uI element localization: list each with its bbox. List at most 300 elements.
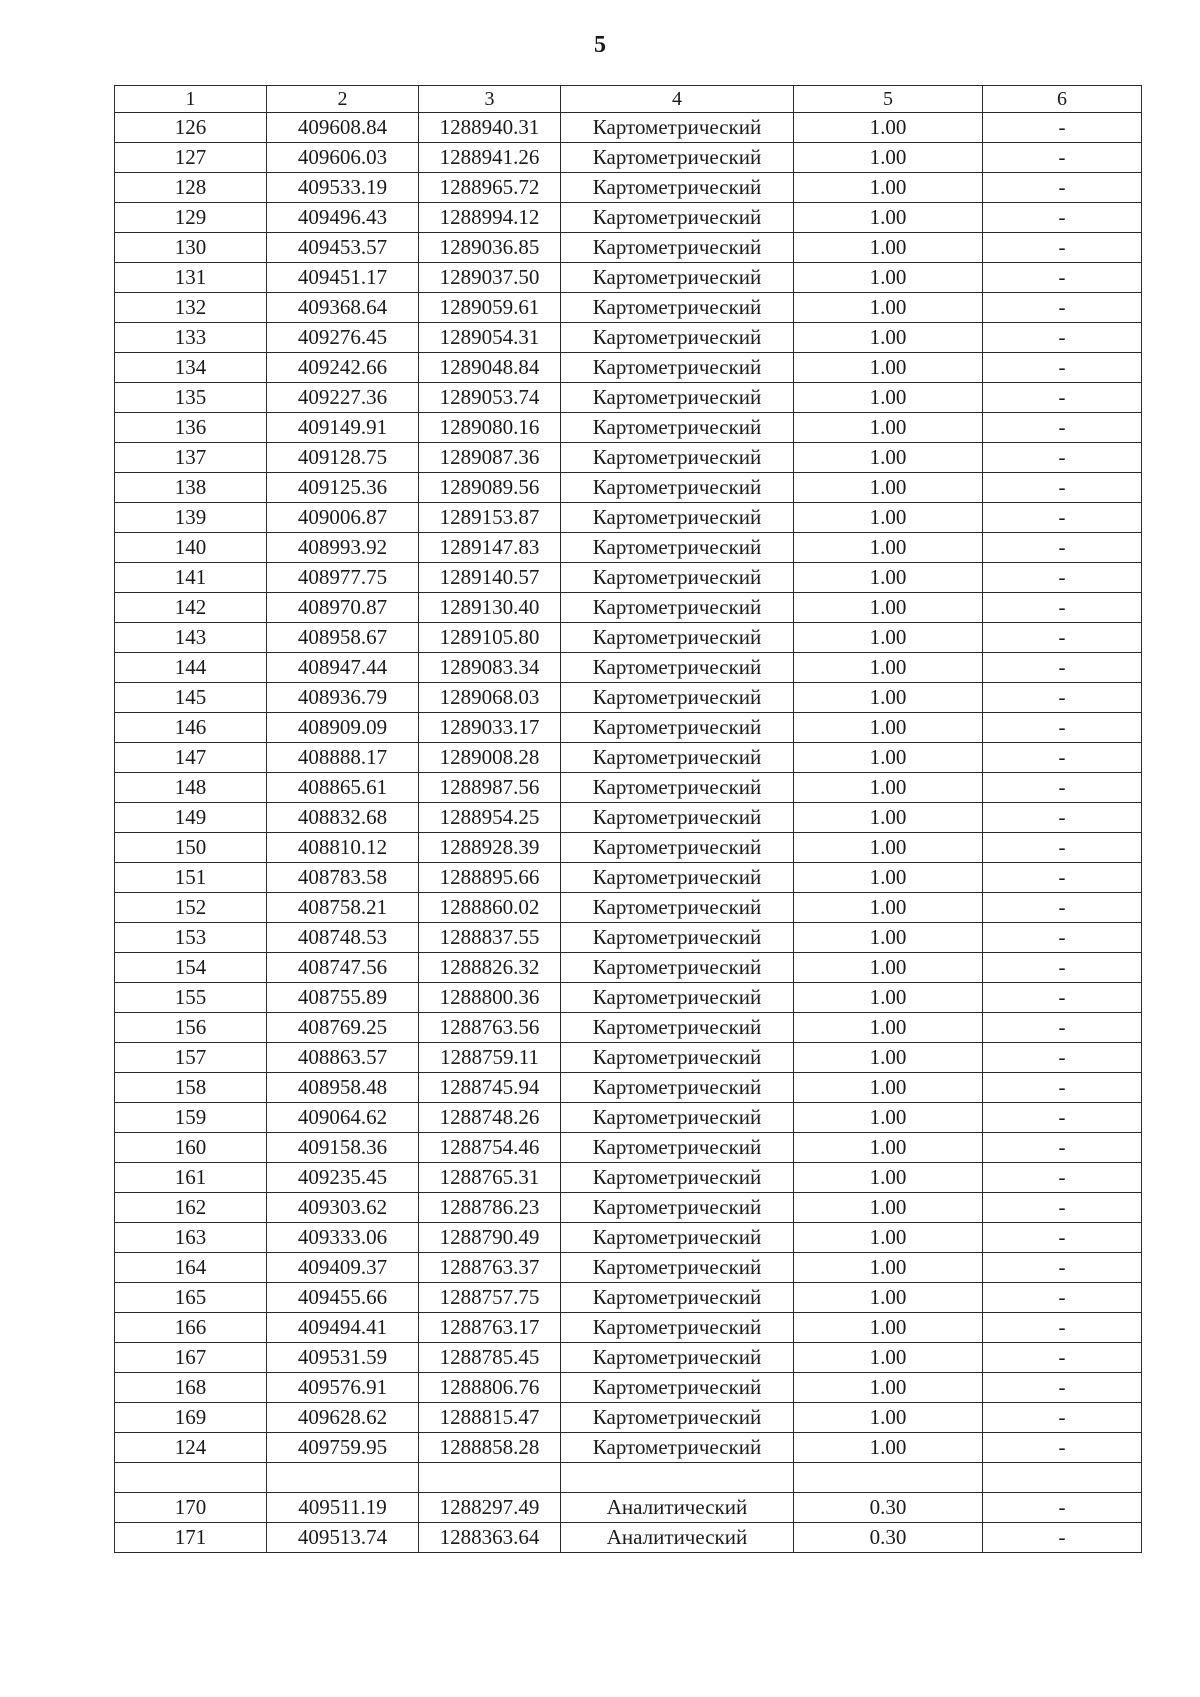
description-cell: - [983,563,1142,593]
x-coordinate-cell: 409513.74 [267,1523,419,1553]
point-number-cell: 165 [115,1283,267,1313]
accuracy-cell: 1.00 [794,863,983,893]
x-coordinate-cell: 409368.64 [267,293,419,323]
method-cell [561,1463,794,1493]
accuracy-cell: 1.00 [794,353,983,383]
table-row [115,1313,1142,1343]
table-row [115,563,1142,593]
x-coordinate-cell: 409455.66 [267,1283,419,1313]
accuracy-cell: 1.00 [794,1433,983,1463]
x-coordinate-cell: 409451.17 [267,263,419,293]
y-coordinate-cell: 1288837.55 [419,923,561,953]
accuracy-cell: 1.00 [794,803,983,833]
accuracy-cell: 1.00 [794,623,983,653]
y-coordinate-cell: 1289036.85 [419,233,561,263]
method-cell: Картометрический [561,623,794,653]
column-header: 5 [794,86,983,113]
table-row [115,1403,1142,1433]
table-row [115,293,1142,323]
y-coordinate-cell: 1288895.66 [419,863,561,893]
method-cell: Картометрический [561,203,794,233]
point-number-cell: 143 [115,623,267,653]
method-cell: Картометрический [561,773,794,803]
point-number-cell [115,1463,267,1493]
method-cell: Картометрический [561,1013,794,1043]
point-number-cell: 154 [115,953,267,983]
point-number-cell: 164 [115,1253,267,1283]
y-coordinate-cell: 1289033.17 [419,713,561,743]
point-number-cell: 132 [115,293,267,323]
table-row [115,1133,1142,1163]
x-coordinate-cell: 409496.43 [267,203,419,233]
y-coordinate-cell: 1288763.37 [419,1253,561,1283]
x-coordinate-cell: 408865.61 [267,773,419,803]
point-number-cell: 151 [115,863,267,893]
x-coordinate-cell: 409409.37 [267,1253,419,1283]
table-row [115,1043,1142,1073]
table-row [115,1463,1142,1493]
x-coordinate-cell: 409303.62 [267,1193,419,1223]
x-coordinate-cell: 409125.36 [267,473,419,503]
description-cell: - [983,1523,1142,1553]
point-number-cell: 145 [115,683,267,713]
x-coordinate-cell: 409333.06 [267,1223,419,1253]
description-cell: - [983,1163,1142,1193]
description-cell: - [983,1403,1142,1433]
point-number-cell: 168 [115,1373,267,1403]
y-coordinate-cell: 1288363.64 [419,1523,561,1553]
accuracy-cell: 1.00 [794,413,983,443]
point-number-cell: 170 [115,1493,267,1523]
point-number-cell: 150 [115,833,267,863]
description-cell: - [983,1253,1142,1283]
point-number-cell: 158 [115,1073,267,1103]
method-cell: Картометрический [561,1163,794,1193]
method-cell: Картометрический [561,563,794,593]
table-row [115,1343,1142,1373]
accuracy-cell: 1.00 [794,1403,983,1433]
method-cell: Картометрический [561,113,794,143]
description-cell: - [983,1493,1142,1523]
method-cell: Картометрический [561,1373,794,1403]
column-header: 6 [983,86,1142,113]
description-cell: - [983,1283,1142,1313]
table-row [115,623,1142,653]
point-number-cell: 138 [115,473,267,503]
x-coordinate-cell: 409511.19 [267,1493,419,1523]
x-coordinate-cell: 409064.62 [267,1103,419,1133]
method-cell: Картометрический [561,863,794,893]
description-cell: - [983,383,1142,413]
y-coordinate-cell: 1288815.47 [419,1403,561,1433]
table-row [115,773,1142,803]
point-number-cell: 136 [115,413,267,443]
description-cell: - [983,923,1142,953]
accuracy-cell: 1.00 [794,1073,983,1103]
accuracy-cell: 1.00 [794,683,983,713]
method-cell: Картометрический [561,443,794,473]
point-number-cell: 161 [115,1163,267,1193]
point-number-cell: 140 [115,533,267,563]
description-cell: - [983,173,1142,203]
point-number-cell: 135 [115,383,267,413]
description-cell: - [983,353,1142,383]
x-coordinate-cell: 409453.57 [267,233,419,263]
accuracy-cell: 1.00 [794,983,983,1013]
x-coordinate-cell: 409608.84 [267,113,419,143]
point-number-cell: 128 [115,173,267,203]
description-cell [983,1463,1142,1493]
y-coordinate-cell: 1288765.31 [419,1163,561,1193]
table-row [115,443,1142,473]
point-number-cell: 147 [115,743,267,773]
table-row [115,983,1142,1013]
point-number-cell: 130 [115,233,267,263]
description-cell: - [983,323,1142,353]
y-coordinate-cell: 1289087.36 [419,443,561,473]
y-coordinate-cell: 1288757.75 [419,1283,561,1313]
table-row [115,893,1142,923]
table-row [115,413,1142,443]
table-row [115,143,1142,173]
column-header: 3 [419,86,561,113]
point-number-cell: 146 [115,713,267,743]
y-coordinate-cell: 1289068.03 [419,683,561,713]
table-row [115,683,1142,713]
x-coordinate-cell: 408810.12 [267,833,419,863]
accuracy-cell: 1.00 [794,1013,983,1043]
method-cell: Картометрический [561,473,794,503]
table-row [115,1193,1142,1223]
method-cell: Картометрический [561,503,794,533]
accuracy-cell: 1.00 [794,1253,983,1283]
y-coordinate-cell: 1289083.34 [419,653,561,683]
point-number-cell: 167 [115,1343,267,1373]
table-row [115,203,1142,233]
accuracy-cell: 1.00 [794,533,983,563]
accuracy-cell: 1.00 [794,893,983,923]
method-cell: Картометрический [561,173,794,203]
x-coordinate-cell: 408909.09 [267,713,419,743]
method-cell: Картометрический [561,1403,794,1433]
description-cell: - [983,1043,1142,1073]
method-cell: Картометрический [561,743,794,773]
column-header: 1 [115,86,267,113]
method-cell: Картометрический [561,293,794,323]
column-header: 4 [561,86,794,113]
accuracy-cell: 1.00 [794,833,983,863]
x-coordinate-cell: 409533.19 [267,173,419,203]
y-coordinate-cell: 1289089.56 [419,473,561,503]
method-cell: Картометрический [561,353,794,383]
x-coordinate-cell: 408747.56 [267,953,419,983]
x-coordinate-cell: 408769.25 [267,1013,419,1043]
y-coordinate-cell: 1288941.26 [419,143,561,173]
y-coordinate-cell: 1288987.56 [419,773,561,803]
y-coordinate-cell: 1288763.17 [419,1313,561,1343]
accuracy-cell: 1.00 [794,713,983,743]
x-coordinate-cell: 409576.91 [267,1373,419,1403]
accuracy-cell: 1.00 [794,443,983,473]
description-cell: - [983,863,1142,893]
y-coordinate-cell: 1289008.28 [419,743,561,773]
x-coordinate-cell: 409759.95 [267,1433,419,1463]
table-row [115,233,1142,263]
y-coordinate-cell: 1288994.12 [419,203,561,233]
x-coordinate-cell: 408947.44 [267,653,419,683]
x-coordinate-cell: 408993.92 [267,533,419,563]
description-cell: - [983,593,1142,623]
description-cell: - [983,1223,1142,1253]
method-cell: Картометрический [561,953,794,983]
point-number-cell: 139 [115,503,267,533]
point-number-cell: 157 [115,1043,267,1073]
x-coordinate-cell: 408832.68 [267,803,419,833]
y-coordinate-cell: 1288759.11 [419,1043,561,1073]
point-number-cell: 127 [115,143,267,173]
description-cell: - [983,233,1142,263]
page-number: 5 [594,32,606,58]
accuracy-cell: 1.00 [794,1223,983,1253]
accuracy-cell: 1.00 [794,473,983,503]
method-cell: Картометрический [561,833,794,863]
x-coordinate-cell: 409235.45 [267,1163,419,1193]
table-row [115,173,1142,203]
accuracy-cell: 1.00 [794,323,983,353]
table-row [115,1493,1142,1523]
method-cell: Картометрический [561,713,794,743]
description-cell: - [983,203,1142,233]
method-cell: Картометрический [561,1073,794,1103]
y-coordinate-cell: 1288928.39 [419,833,561,863]
accuracy-cell: 1.00 [794,203,983,233]
description-cell: - [983,773,1142,803]
description-cell: - [983,113,1142,143]
table-row [115,1253,1142,1283]
table-row [115,593,1142,623]
table-row [115,653,1142,683]
x-coordinate-cell: 408958.48 [267,1073,419,1103]
table-row [115,1103,1142,1133]
y-coordinate-cell: 1288297.49 [419,1493,561,1523]
y-coordinate-cell: 1288965.72 [419,173,561,203]
description-cell: - [983,503,1142,533]
table-row [115,1013,1142,1043]
y-coordinate-cell: 1288748.26 [419,1103,561,1133]
method-cell: Картометрический [561,1313,794,1343]
accuracy-cell: 1.00 [794,1283,983,1313]
table-row [115,113,1142,143]
accuracy-cell: 1.00 [794,1343,983,1373]
y-coordinate-cell: 1288763.56 [419,1013,561,1043]
method-cell: Аналитический [561,1493,794,1523]
description-cell: - [983,1133,1142,1163]
x-coordinate-cell: 409242.66 [267,353,419,383]
y-coordinate-cell: 1288754.46 [419,1133,561,1163]
table-row [115,323,1142,353]
accuracy-cell: 1.00 [794,113,983,143]
table-row [115,503,1142,533]
table-row [115,1523,1142,1553]
accuracy-cell: 1.00 [794,503,983,533]
point-number-cell: 160 [115,1133,267,1163]
description-cell: - [983,413,1142,443]
method-cell: Картометрический [561,593,794,623]
description-cell: - [983,1373,1142,1403]
y-coordinate-cell: 1288860.02 [419,893,561,923]
y-coordinate-cell: 1289140.57 [419,563,561,593]
x-coordinate-cell: 409006.87 [267,503,419,533]
table-row [115,803,1142,833]
accuracy-cell: 0.30 [794,1493,983,1523]
table-row [115,863,1142,893]
description-cell: - [983,1013,1142,1043]
x-coordinate-cell: 409494.41 [267,1313,419,1343]
table-row [115,743,1142,773]
table-row [115,383,1142,413]
method-cell: Картометрический [561,233,794,263]
method-cell: Картометрический [561,1223,794,1253]
method-cell: Картометрический [561,653,794,683]
y-coordinate-cell [419,1463,561,1493]
method-cell: Картометрический [561,1133,794,1163]
description-cell: - [983,293,1142,323]
point-number-cell: 156 [115,1013,267,1043]
point-number-cell: 148 [115,773,267,803]
description-cell: - [983,1343,1142,1373]
method-cell: Картометрический [561,1283,794,1313]
point-number-cell: 142 [115,593,267,623]
x-coordinate-cell: 409531.59 [267,1343,419,1373]
method-cell: Картометрический [561,1343,794,1373]
table-row [115,533,1142,563]
description-cell: - [983,623,1142,653]
table-row [115,353,1142,383]
accuracy-cell: 1.00 [794,743,983,773]
method-cell: Картометрический [561,1103,794,1133]
y-coordinate-cell: 1288790.49 [419,1223,561,1253]
description-cell: - [983,953,1142,983]
y-coordinate-cell: 1288745.94 [419,1073,561,1103]
y-coordinate-cell: 1289153.87 [419,503,561,533]
description-cell: - [983,263,1142,293]
point-number-cell: 133 [115,323,267,353]
y-coordinate-cell: 1289048.84 [419,353,561,383]
table-row [115,263,1142,293]
accuracy-cell: 1.00 [794,653,983,683]
point-number-cell: 162 [115,1193,267,1223]
method-cell: Картометрический [561,923,794,953]
description-cell: - [983,1103,1142,1133]
x-coordinate-cell: 409227.36 [267,383,419,413]
method-cell: Картометрический [561,803,794,833]
method-cell: Картометрический [561,1193,794,1223]
description-cell: - [983,893,1142,923]
table-row [115,1163,1142,1193]
description-cell: - [983,833,1142,863]
method-cell: Картометрический [561,983,794,1013]
table-row [115,1373,1142,1403]
y-coordinate-cell: 1289080.16 [419,413,561,443]
accuracy-cell: 1.00 [794,923,983,953]
table-row [115,833,1142,863]
method-cell: Картометрический [561,383,794,413]
accuracy-cell: 1.00 [794,773,983,803]
y-coordinate-cell: 1289054.31 [419,323,561,353]
y-coordinate-cell: 1289147.83 [419,533,561,563]
point-number-cell: 169 [115,1403,267,1433]
y-coordinate-cell: 1289059.61 [419,293,561,323]
coordinates-table [114,85,1142,1553]
method-cell: Картометрический [561,143,794,173]
point-number-cell: 159 [115,1103,267,1133]
y-coordinate-cell: 1289037.50 [419,263,561,293]
y-coordinate-cell: 1289130.40 [419,593,561,623]
y-coordinate-cell: 1288954.25 [419,803,561,833]
column-header: 2 [267,86,419,113]
y-coordinate-cell: 1288786.23 [419,1193,561,1223]
method-cell: Картометрический [561,323,794,353]
accuracy-cell: 0.30 [794,1523,983,1553]
y-coordinate-cell: 1288940.31 [419,113,561,143]
point-number-cell: 149 [115,803,267,833]
y-coordinate-cell: 1288806.76 [419,1373,561,1403]
x-coordinate-cell: 408783.58 [267,863,419,893]
x-coordinate-cell: 409276.45 [267,323,419,353]
accuracy-cell: 1.00 [794,1103,983,1133]
y-coordinate-cell: 1288785.45 [419,1343,561,1373]
method-cell: Картометрический [561,683,794,713]
accuracy-cell: 1.00 [794,173,983,203]
accuracy-cell: 1.00 [794,593,983,623]
y-coordinate-cell: 1289105.80 [419,623,561,653]
table-row [115,953,1142,983]
accuracy-cell: 1.00 [794,383,983,413]
accuracy-cell: 1.00 [794,953,983,983]
table-row [115,1283,1142,1313]
description-cell: - [983,653,1142,683]
point-number-cell: 129 [115,203,267,233]
method-cell: Картометрический [561,263,794,293]
description-cell: - [983,743,1142,773]
description-cell: - [983,713,1142,743]
table-row [115,1073,1142,1103]
description-cell: - [983,983,1142,1013]
description-cell: - [983,533,1142,563]
x-coordinate-cell: 408758.21 [267,893,419,923]
method-cell: Картометрический [561,413,794,443]
description-cell: - [983,443,1142,473]
table-row [115,923,1142,953]
point-number-cell: 134 [115,353,267,383]
point-number-cell: 163 [115,1223,267,1253]
y-coordinate-cell: 1288800.36 [419,983,561,1013]
method-cell: Картометрический [561,1253,794,1283]
accuracy-cell: 1.00 [794,1373,983,1403]
description-cell: - [983,143,1142,173]
point-number-cell: 141 [115,563,267,593]
x-coordinate-cell: 408888.17 [267,743,419,773]
x-coordinate-cell: 408863.57 [267,1043,419,1073]
description-cell: - [983,683,1142,713]
accuracy-cell: 1.00 [794,563,983,593]
accuracy-cell: 1.00 [794,1193,983,1223]
x-coordinate-cell [267,1463,419,1493]
point-number-cell: 166 [115,1313,267,1343]
x-coordinate-cell: 408977.75 [267,563,419,593]
x-coordinate-cell: 409128.75 [267,443,419,473]
point-number-cell: 137 [115,443,267,473]
